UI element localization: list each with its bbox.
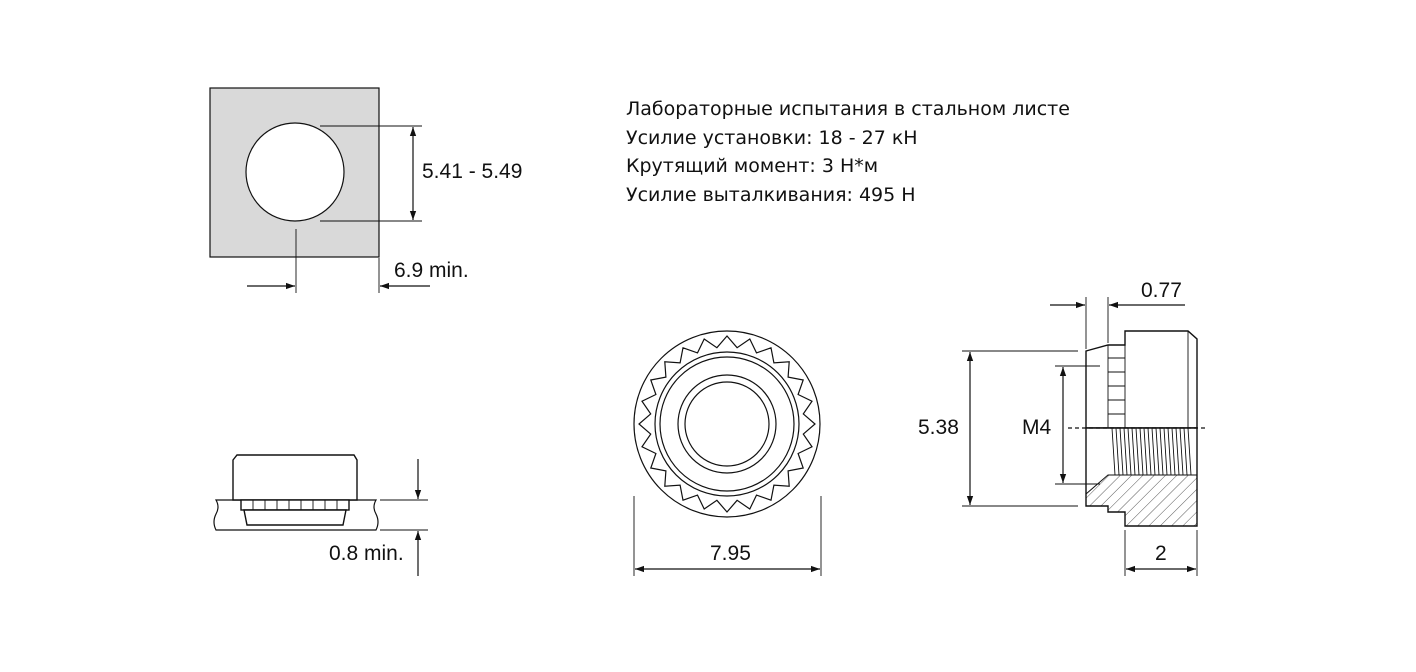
height-label: 2 <box>1155 542 1167 565</box>
serrated-ring <box>639 336 815 512</box>
torque: Крутящий момент: 3 Н*м <box>626 155 879 177</box>
hole-diameter-label: 5.41 - 5.49 <box>422 160 523 183</box>
outer-diameter-label: 7.95 <box>710 542 751 565</box>
test-specs <box>626 95 1070 209</box>
installed-side-view <box>214 455 428 576</box>
section-view <box>918 279 1206 576</box>
panel-hole-view <box>210 88 522 293</box>
edge-distance-label: 6.9 min. <box>394 259 469 282</box>
installation-force: Усилие установки: 18 - 27 кН <box>626 126 918 149</box>
mounting-hole <box>246 123 344 221</box>
thread-size-label: M4 <box>1022 416 1052 439</box>
pushout-force: Усилие выталкивания: 495 Н <box>626 183 916 206</box>
top-view <box>634 331 821 576</box>
collar-offset-label: 0.77 <box>1141 279 1182 302</box>
sheet-thickness-label: 0.8 min. <box>329 542 404 565</box>
nut-head <box>233 455 357 500</box>
specs-title: Лабораторные испытания в стальном листе <box>626 98 1070 120</box>
body-diameter-label: 5.38 <box>918 416 959 439</box>
